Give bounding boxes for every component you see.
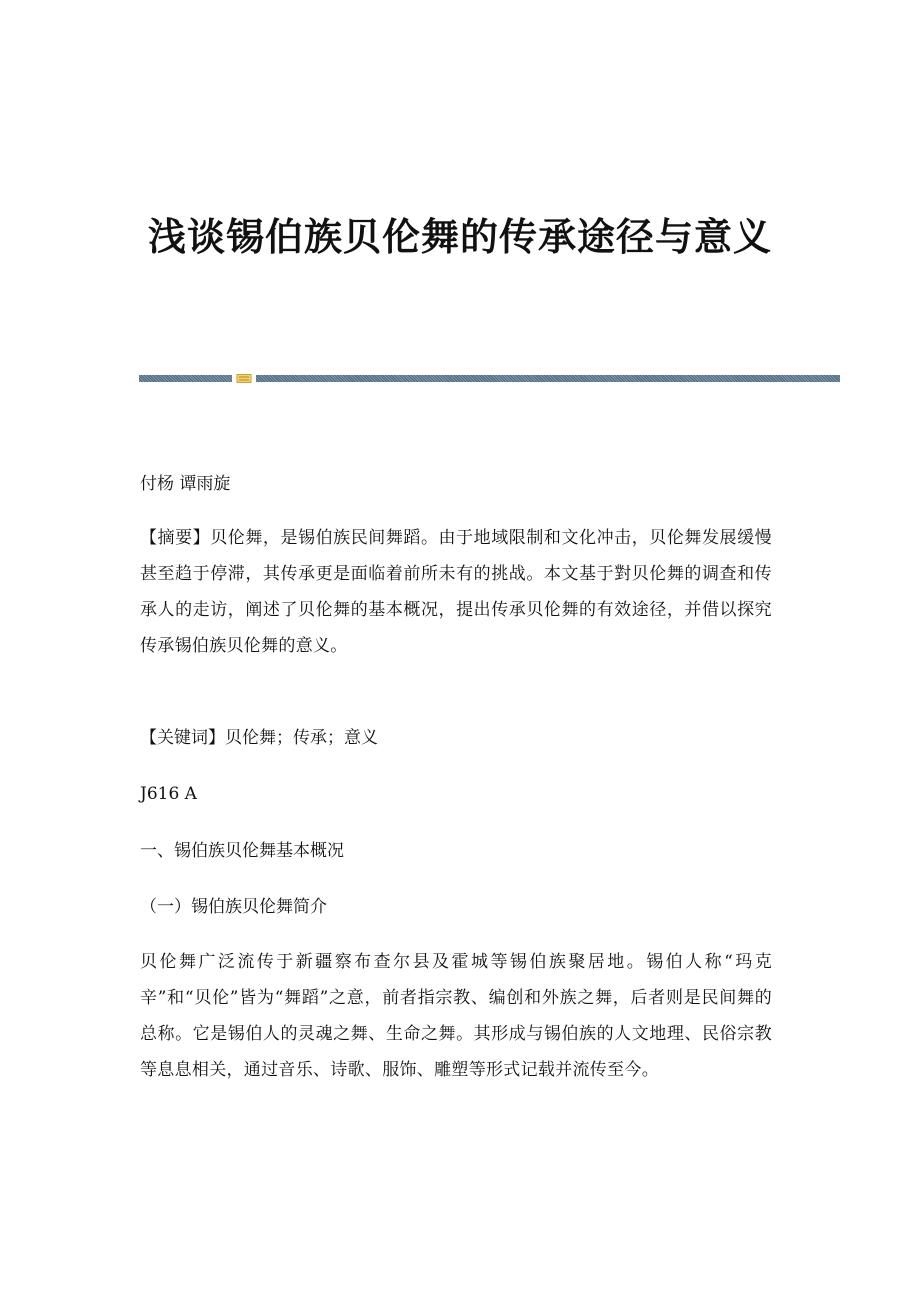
divider-ornament-icon — [236, 373, 252, 384]
keywords: 【关键词】贝伦舞；传承；意义 — [140, 728, 378, 748]
title-divider — [139, 373, 840, 384]
abstract: 【摘要】贝伦舞，是锡伯族民间舞蹈。由于地域限制和文化冲击，贝伦舞发展缓慢甚至趋于停滞，其传承更是面临着前所未有的挑战。本文基于對贝伦舞的调查和传承人的走访，阐述了贝伦舞的基本概况，提出传承贝伦舞的有效途径，并借以探究传承锡伯族贝伦舞的意义。 — [140, 528, 772, 656]
paragraph: 贝伦舞广泛流传于新疆察布查尔县及霍城等锡伯族聚居地。锡伯人称“玛克辛”和“贝伦”皆为“舞蹈”之意，前者指宗教、编创和外族之舞，后者则是民间舞的总称。它是锡伯人的灵魂之舞、生命之舞。其形成与锡伯族的人文地理、民俗宗教等息息相关，通过音乐、诗歌、服饰、雕塑等形式记载并流传至今。 — [140, 952, 772, 1080]
section-heading: 一、锡伯族贝伦舞基本概况 — [140, 841, 344, 861]
document-title: 浅谈锡伯族贝伦舞的传承途径与意义 — [147, 214, 772, 259]
divider-bar-left — [139, 375, 232, 382]
divider-bar-right — [256, 375, 840, 382]
subsection-heading: （一）锡伯族贝伦舞简介 — [140, 897, 327, 917]
authors: 付杨 谭雨旋 — [140, 474, 231, 494]
classification-code: J616 A — [140, 784, 197, 804]
